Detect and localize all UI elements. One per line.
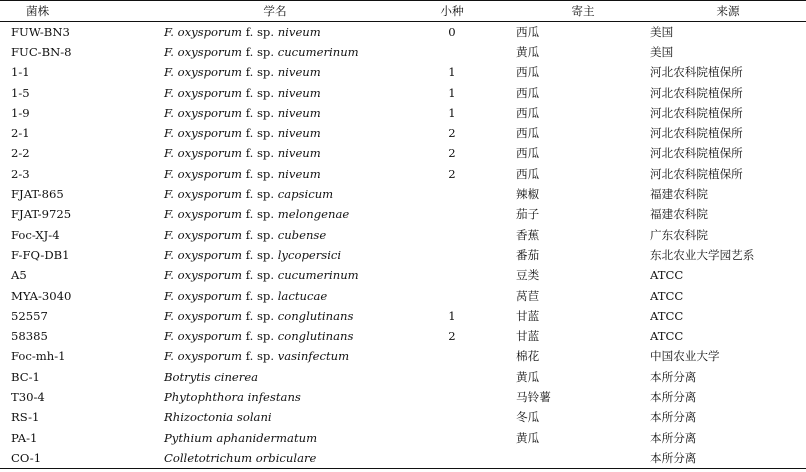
cell-host: 黄瓜 [516,369,540,384]
name-genus: F. oxysporum [164,227,243,242]
cell-source: 河北农科院植保所 [650,126,743,141]
name-genus: Botrytis cinerea [164,369,259,384]
cell-race: 1 [448,65,456,80]
cell-strain: 1-9 [11,105,30,120]
cell-strain: PA-1 [11,430,38,445]
table-row [0,103,806,123]
cell-race [388,367,516,387]
cell-scientific-name [162,143,388,163]
cell-scientific-name [162,224,388,244]
table-row [0,204,806,224]
name-genus: F. oxysporum [164,268,243,283]
cell-strain: BC-1 [11,369,40,384]
name-genus: F. oxysporum [164,85,243,100]
cell-race: 2 [448,166,456,181]
cell-host: 棉花 [516,349,540,364]
cell-strain: A5 [11,268,27,283]
name-forma-specialis: f. sp. [245,247,275,262]
name-genus: F. oxysporum [164,187,243,202]
name-genus: F. oxysporum [164,65,243,80]
table-row [0,42,806,62]
cell-race [388,407,516,427]
name-forma-specialis: f. sp. [245,146,275,161]
cell-scientific-name [162,265,388,285]
name-genus: F. oxysporum [164,126,243,141]
name-specific: cucumerinum [277,268,359,283]
name-forma-specialis: f. sp. [245,207,275,222]
name-forma-specialis: f. sp. [245,288,275,303]
cell-scientific-name [162,387,388,407]
name-forma-specialis: f. sp. [245,126,275,141]
cell-strain: T30-4 [11,389,45,404]
cell-host: 西瓜 [516,105,540,120]
table-row [0,346,806,366]
cell-strain: Foc-XJ-4 [11,227,60,242]
table-row [0,143,806,163]
name-forma-specialis: f. sp. [245,268,275,283]
cell-scientific-name [162,82,388,102]
table-row [0,184,806,204]
name-genus: F. oxysporum [164,329,243,344]
cell-host: 番茄 [516,247,540,262]
name-forma-specialis: f. sp. [245,308,275,323]
cell-source: 本所分离 [650,369,697,384]
table-row [0,427,806,447]
name-specific: vasinfectum [277,349,350,364]
name-specific: niveum [277,105,321,120]
table-row [0,387,806,407]
name-specific: cubense [277,227,327,242]
cell-source: 美国 [650,44,674,59]
cell-source: ATCC [650,268,684,283]
name-specific: niveum [277,166,321,181]
header-name: 学名 [162,1,388,22]
cell-scientific-name [162,346,388,366]
name-specific: conglutinans [277,329,354,344]
table-row [0,123,806,143]
name-specific: niveum [277,126,321,141]
table-body [0,22,806,469]
cell-source: 中国农业大学 [650,349,720,364]
cell-host: 莴苣 [516,288,540,303]
cell-host: 辣椒 [516,187,540,202]
cell-host: 豆类 [516,268,540,283]
cell-strain: 52557 [11,308,48,323]
name-specific: lycopersici [277,247,342,262]
cell-race [388,245,516,265]
name-genus: Phytophthora infestans [164,389,301,404]
table-row [0,326,806,346]
table-row [0,448,806,468]
cell-source: 河北农科院植保所 [650,85,743,100]
cell-host: 西瓜 [516,146,540,161]
name-specific: melongenae [277,207,350,222]
cell-scientific-name [162,427,388,447]
name-forma-specialis: f. sp. [245,65,275,80]
cell-host: 冬瓜 [516,410,540,425]
name-forma-specialis: f. sp. [245,349,275,364]
name-genus: F. oxysporum [164,288,243,303]
table-row [0,285,806,305]
name-forma-specialis: f. sp. [245,187,275,202]
cell-source: 东北农业大学园艺系 [650,247,755,262]
name-specific: capsicum [277,187,334,202]
cell-host: 黄瓜 [516,44,540,59]
cell-host: 甘蓝 [516,329,540,344]
cell-source: 本所分离 [650,430,697,445]
name-genus: F. oxysporum [164,24,243,39]
cell-host: 马铃薯 [516,389,551,404]
cell-scientific-name [162,184,388,204]
cell-host: 西瓜 [516,126,540,141]
table-row [0,367,806,387]
cell-host: 茄子 [516,207,540,222]
cell-race: 1 [448,85,456,100]
name-specific: niveum [277,146,321,161]
cell-source: 本所分离 [650,410,697,425]
name-genus: F. oxysporum [164,308,243,323]
name-genus: F. oxysporum [164,146,243,161]
header-strain: 菌株 [0,1,162,22]
cell-source: 河北农科院植保所 [650,65,743,80]
cell-race [388,285,516,305]
cell-strain: 58385 [11,329,48,344]
name-genus: F. oxysporum [164,207,243,222]
cell-source: 河北农科院植保所 [650,166,743,181]
cell-scientific-name [162,326,388,346]
name-forma-specialis: f. sp. [245,227,275,242]
header-race: 小种 [388,1,516,22]
cell-scientific-name [162,306,388,326]
cell-scientific-name [162,245,388,265]
cell-scientific-name [162,103,388,123]
table-row [0,22,806,42]
table-header [0,1,806,22]
table-row [0,82,806,102]
cell-scientific-name [162,123,388,143]
cell-race [388,204,516,224]
cell-race: 0 [448,24,456,39]
cell-race [388,448,516,468]
name-specific: niveum [277,85,321,100]
cell-race: 1 [448,105,456,120]
cell-strain: FUC-BN-8 [11,44,72,59]
cell-source: 广东农科院 [650,227,708,242]
cell-scientific-name [162,62,388,82]
name-forma-specialis: f. sp. [245,85,275,100]
name-genus: F. oxysporum [164,105,243,120]
cell-race: 2 [448,126,456,141]
name-genus: F. oxysporum [164,44,243,59]
cell-source: 河北农科院植保所 [650,105,743,120]
cell-source: ATCC [650,288,684,303]
cell-source: ATCC [650,329,684,344]
cell-strain: 2-1 [11,126,30,141]
name-specific: conglutinans [277,308,354,323]
cell-scientific-name [162,448,388,468]
cell-source: 美国 [650,24,674,39]
cell-host: 西瓜 [516,85,540,100]
cell-host: 西瓜 [516,166,540,181]
cell-strain: 2-2 [11,146,30,161]
name-genus: F. oxysporum [164,247,243,262]
cell-source: 河北农科院植保所 [650,146,743,161]
name-forma-specialis: f. sp. [245,105,275,120]
cell-source: ATCC [650,308,684,323]
cell-host [516,448,650,468]
cell-race: 2 [448,146,456,161]
header-host: 寄主 [516,1,650,22]
cell-strain: FUW-BN3 [11,24,70,39]
cell-scientific-name [162,367,388,387]
name-specific: lactucae [277,288,328,303]
cell-scientific-name [162,407,388,427]
cell-race [388,42,516,62]
cell-scientific-name [162,42,388,62]
cell-scientific-name [162,164,388,184]
table-row [0,224,806,244]
cell-strain: F-FQ-DB1 [11,247,70,262]
cell-scientific-name [162,204,388,224]
name-specific: niveum [277,65,321,80]
cell-source: 福建农科院 [650,207,708,222]
cell-race [388,265,516,285]
cell-host: 西瓜 [516,24,540,39]
cell-race: 1 [448,308,456,323]
cell-race: 2 [448,329,456,344]
cell-host: 香蕉 [516,227,540,242]
cell-source: 福建农科院 [650,187,708,202]
name-forma-specialis: f. sp. [245,166,275,181]
cell-strain: FJAT-9725 [11,207,72,222]
cell-strain: FJAT-865 [11,187,64,202]
cell-host: 黄瓜 [516,430,540,445]
cell-race [388,346,516,366]
cell-strain: Foc-mh-1 [11,349,66,364]
name-genus: Pythium aphanidermatum [164,430,318,445]
cell-scientific-name [162,22,388,42]
cell-strain: MYA-3040 [11,288,72,303]
name-specific: cucumerinum [277,44,359,59]
name-genus: Rhizoctonia solani [164,410,272,425]
name-genus: Colletotrichum orbiculare [164,450,317,465]
header-row [0,1,806,22]
cell-source: 本所分离 [650,389,697,404]
cell-host: 西瓜 [516,65,540,80]
name-forma-specialis: f. sp. [245,44,275,59]
cell-race [388,224,516,244]
table-row [0,245,806,265]
name-genus: F. oxysporum [164,166,243,181]
name-forma-specialis: f. sp. [245,329,275,344]
cell-scientific-name [162,285,388,305]
cell-strain: 2-3 [11,166,30,181]
table-row [0,265,806,285]
cell-race [388,427,516,447]
cell-race [388,184,516,204]
cell-strain: 1-5 [11,85,30,100]
cell-source: 本所分离 [650,448,806,468]
cell-strain: CO-1 [0,448,162,468]
table-row [0,407,806,427]
cell-race [388,387,516,407]
cell-strain: 1-1 [11,65,30,80]
name-forma-specialis: f. sp. [245,24,275,39]
cell-host: 甘蓝 [516,308,540,323]
cell-strain: RS-1 [11,410,40,425]
table-row [0,164,806,184]
name-genus: F. oxysporum [164,349,243,364]
name-specific: niveum [277,24,321,39]
header-source: 来源 [650,1,806,22]
table-row [0,306,806,326]
table-row [0,62,806,82]
